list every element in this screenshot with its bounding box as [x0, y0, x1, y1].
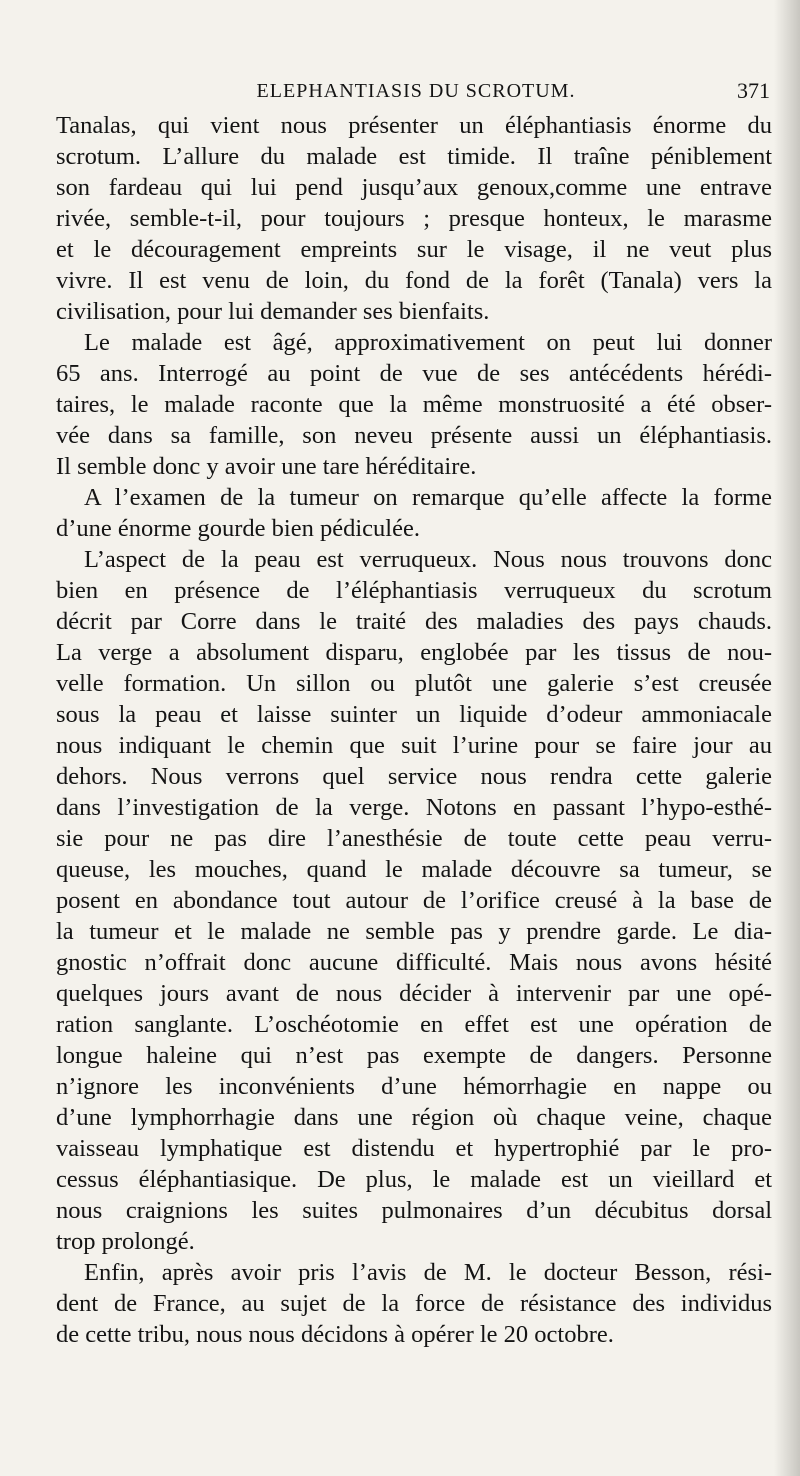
- text-line: Il semble donc y avoir une tare héréditaire.: [56, 453, 477, 480]
- text-line: civilisation, pour lui demander ses bienfaits.: [56, 298, 490, 325]
- text-line: queuse, les mouches, quand le malade découvre sa tumeur, se: [56, 856, 772, 883]
- text-line: d’une énorme gourde bien pédiculée.: [56, 515, 420, 542]
- text-line: sous la peau et laisse suinter un liquide d’odeur ammoniacale: [56, 701, 772, 728]
- text-line: rivée, semble-t-il, pour toujours ; presque honteux, le marasme: [56, 205, 772, 232]
- text-line: son fardeau qui lui pend jusqu’aux genoux,comme une entrave: [56, 174, 772, 201]
- text-line: vivre. Il est venu de loin, du fond de la forêt (Tanala) vers la: [56, 267, 772, 294]
- text-line: trop prolongé.: [56, 1228, 195, 1255]
- text-line: Tanalas, qui vient nous présenter un éléphantiasis énorme du: [56, 112, 772, 139]
- text-line: de cette tribu, nous nous décidons à opérer le 20 octobre.: [56, 1321, 614, 1348]
- text-line: A l’examen de la tumeur on remarque qu’elle affecte la forme: [84, 484, 772, 511]
- text-line: L’aspect de la peau est verruqueux. Nous nous trouvons donc: [84, 546, 772, 573]
- text-line: posent en abondance tout autour de l’orifice creusé à la base de: [56, 887, 772, 914]
- text-line: dent de France, au sujet de la force de résistance des individus: [56, 1290, 772, 1317]
- text-line: décrit par Corre dans le traité des maladies des pays chauds.: [56, 608, 772, 635]
- text-line: Enfin, après avoir pris l’avis de M. le docteur Besson, rési-: [84, 1259, 772, 1286]
- text-line: quelques jours avant de nous décider à intervenir par une opé-: [56, 980, 772, 1007]
- text-line: ration sanglante. L’oschéotomie en effet est une opération de: [56, 1011, 772, 1038]
- text-line: taires, le malade raconte que la même monstruosité a été obser-: [56, 391, 772, 418]
- page-header: [62, 74, 770, 108]
- text-line: dehors. Nous verrons quel service nous rendra cette galerie: [56, 763, 772, 790]
- page-edge-shadow: [774, 0, 800, 1476]
- text-line: longue haleine qui n’est pas exempte de dangers. Personne: [56, 1042, 772, 1069]
- text-line: dans l’investigation de la verge. Notons en passant l’hypo-esthé-: [56, 794, 772, 821]
- text-line: scrotum. L’allure du malade est timide. Il traîne péniblement: [56, 143, 772, 170]
- text-line: vée dans sa famille, son neveu présente aussi un éléphantiasis.: [56, 422, 772, 449]
- text-line: cessus éléphantiasique. De plus, le malade est un vieillard et: [56, 1166, 772, 1193]
- text-line: nous craignions les suites pulmonaires d’un décubitus dorsal: [56, 1197, 772, 1224]
- text-line: bien en présence de l’éléphantiasis verruqueux du scrotum: [56, 577, 772, 604]
- text-line: 65 ans. Interrogé au point de vue de ses antécédents hérédi-: [56, 360, 772, 387]
- text-line: Le malade est âgé, approximativement on peut lui donner: [84, 329, 772, 356]
- text-line: et le découragement empreints sur le visage, il ne veut plus: [56, 236, 772, 263]
- text-line: nous indiquant le chemin que suit l’urine pour se faire jour au: [56, 732, 772, 759]
- text-line: sie pour ne pas dire l’anesthésie de toute cette peau verru-: [56, 825, 772, 852]
- text-line: gnostic n’offrait donc aucune difficulté. Mais nous avons hésité: [56, 949, 772, 976]
- text-line: La verge a absolument disparu, englobée par les tissus de nou-: [56, 639, 772, 666]
- page-number: 371: [737, 78, 770, 103]
- text-line: velle formation. Un sillon ou plutôt une galerie s’est creusée: [56, 670, 772, 697]
- text-line: n’ignore les inconvénients d’une hémorrhagie en nappe ou: [56, 1073, 772, 1100]
- running-head: ELEPHANTIASIS DU SCROTUM.: [256, 80, 576, 102]
- body-text: [56, 110, 772, 1350]
- text-line: d’une lymphorrhagie dans une région où chaque veine, chaque: [56, 1104, 772, 1131]
- text-line: la tumeur et le malade ne semble pas y prendre garde. Le dia-: [56, 918, 772, 945]
- text-line: vaisseau lymphatique est distendu et hypertrophié par le pro-: [56, 1135, 772, 1162]
